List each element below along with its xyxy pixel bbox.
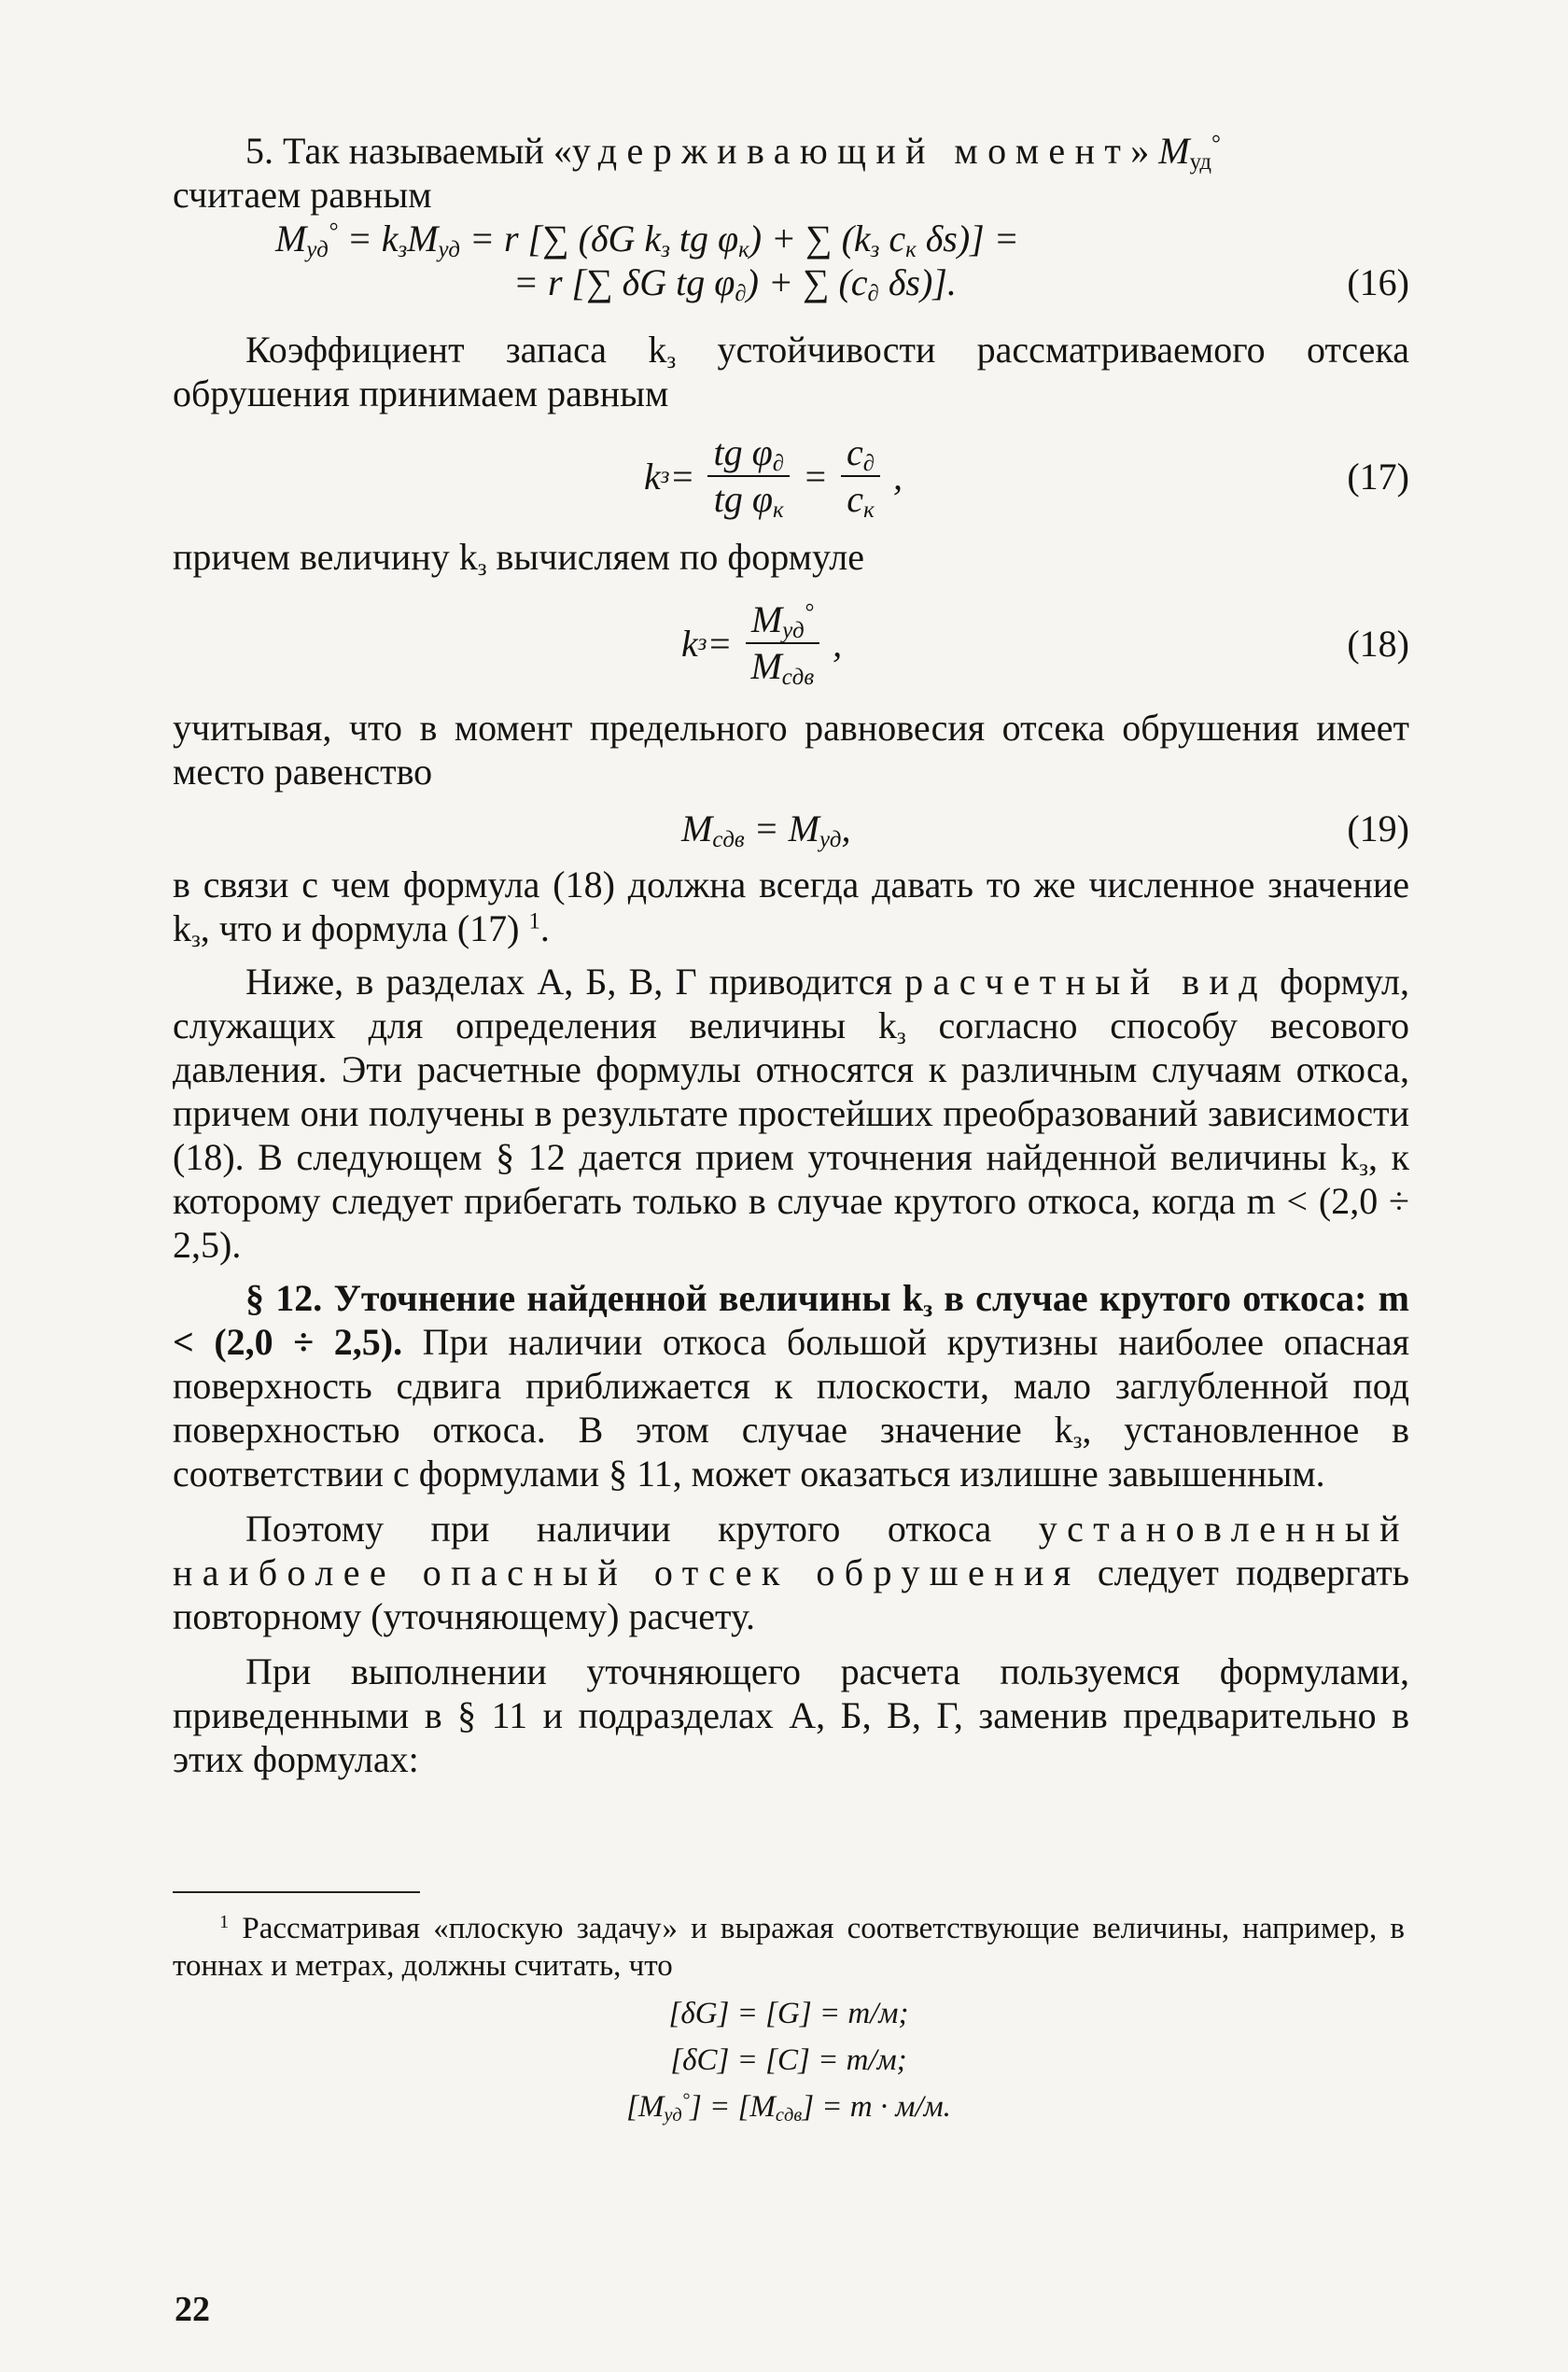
footnote-ref: 1	[528, 908, 540, 934]
text-run: »	[1130, 130, 1159, 172]
footnote-formula-2: [δC] = [C] = т/м;	[670, 2043, 907, 2077]
equation-number: (18)	[1347, 623, 1409, 665]
formula-16-line-2: = r [∑ δG tg $\varphi_\partial$) + ∑ ($c_\partial$ δs)].	[513, 261, 957, 307]
formula-16	[173, 217, 1409, 307]
spaced-term: установленный наиболее опасный отсек обрушения	[173, 1508, 1409, 1593]
fraction: $\frac{M_{уд}^\circ}{M_{сдв}}$	[745, 599, 819, 687]
paragraph-item-5	[173, 129, 1409, 217]
spaced-term: удерживающий момент	[571, 130, 1131, 172]
text-run: 5. Так называемый «	[245, 130, 572, 172]
formula-18: k з = $\frac{M_{уд}^\circ}{M_{сдв}}$ , (18)	[681, 598, 1409, 691]
footnote-formula-1: [δG] = [G] = т/м;	[668, 1997, 909, 2030]
formula-17: k з = $\frac{tg \varphi_\partial}{tg \varphi_к}$ = $\frac{c_\partial}{c_к}$ , (17)	[644, 431, 1409, 524]
main-text	[173, 129, 1409, 1781]
paragraph-sections: Ниже, в разделах А, Б, В, Г приводится расчетный вид формул, служащих для определения величины $k_з$ согласно способу весового давления. Эти расчетные формулы относятся к различным случаям откоса, причем они получены в результате простейших преобразований зависимости (18). В следующем § 12 дается прием уточнения найденной величины $k_з$, к которому следует прибегать только в случае крутого откоса, когда m < (2,0 ÷ 2,5).	[173, 961, 1410, 1266]
footnote-formula-3: $[M_{уд}^\circ] = [M_{сдв}] = т \cdot м/м$.	[626, 2089, 951, 2126]
section-12: § 12. Уточнение найденной величины $k_з$ в случае крутого откоса: m < (2,0 ÷ 2,5). При наличии откоса большой крутизны наиболее опасная поверхность сдвига приближается к плоскости, мало заглубленной под поверхностью откоса. В этом случае значение $k_з$, установленное в соответствии с формулами § 11, может оказаться излишне завышенным.	[173, 1277, 1410, 1495]
paragraph-connection: в связи с чем формула (18) должна всегда давать то же численное значение $k_з$, что и формула (17) $^1$.	[173, 863, 1409, 953]
spaced-term: расчетный вид	[904, 961, 1267, 1003]
paragraph-equilibrium: учитывая, что в момент предельного равновесия отсека обрушения имеет место равенство	[173, 707, 1409, 793]
paragraph-coefficient: Коэффициент запаса $k_з$ устойчивости рассматриваемого отсека обрушения принимаем равным	[173, 329, 1409, 414]
superscript: °	[1211, 131, 1221, 157]
formula-16-line-1: $M_{уд}^\circ = k_зM_{уд} = r$ [∑ (δG $k_з$ tg $\varphi_к$) + ∑ ($k_з$ $c_к$ δs)] =	[275, 218, 1019, 263]
fraction: $\frac{c_\partial}{c_к}$	[841, 432, 880, 520]
math-symbol: k	[644, 455, 661, 498]
paragraph-refine: При выполнении уточняющего расчета пользуемся формулами, приведенными в § 11 и подразделах А, Б, В, Г, заменив предварительно в этих формулах:	[173, 1650, 1409, 1780]
footnote-formulas	[173, 1990, 1405, 2130]
footnote-text: $^1$ Рассматривая «плоскую задачу» и выражая соответствующие величины, например, в тоннах и метрах, должны считать, что	[173, 1911, 1405, 1983]
equation-number: (19)	[1347, 807, 1409, 849]
page-number: 22	[175, 2290, 210, 2329]
fraction: $\frac{tg \varphi_\partial}{tg \varphi_к}$	[707, 432, 790, 520]
paragraph-steep-slope: Поэтому при наличии крутого откоса установленный наиболее опасный отсек обрушения следует подвергать повторному (уточняющему) расчету.	[173, 1508, 1409, 1637]
subscript: уд	[1189, 149, 1212, 175]
paragraph-compute: причем величину $k_з$ вычисляем по формуле	[173, 536, 864, 582]
formula-19: $M_{сдв} = M_{уд}$, (19)	[681, 807, 1409, 853]
footnote	[173, 1910, 1405, 2130]
section-heading: § 12. Уточнение найденной величины $k_з$ в случае крутого откоса: m < (2,0 ÷ 2,5).	[173, 1277, 1409, 1363]
text-run: считаем равным	[173, 174, 432, 216]
footnote-mark: 1	[219, 1911, 230, 1932]
equation-number: (17)	[1347, 456, 1409, 498]
footnote-divider	[173, 1891, 420, 1893]
math-symbol: M	[1158, 130, 1190, 172]
equation-number: (16)	[1347, 261, 1409, 303]
